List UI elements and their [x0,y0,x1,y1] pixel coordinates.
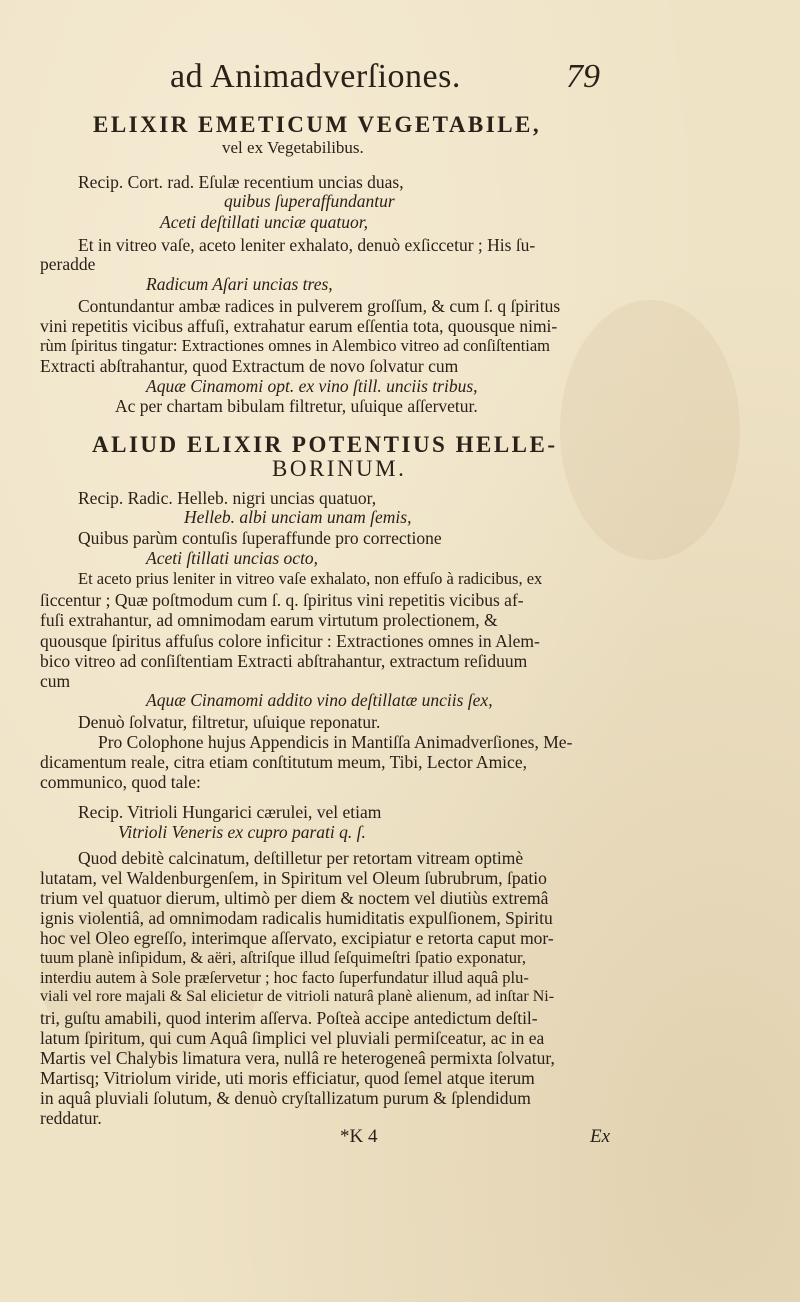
section-subheading: vel ex Vegetabilibus. [222,138,364,157]
text-line: latum ſpiritum, qui cum Aquâ ſimplici vel pluviali permiſceatur, ac in ea [40,1028,545,1048]
text-line: Contundantur ambæ radices in pulverem groſſum, & cum ſ. q ſpiritus [78,296,561,316]
text-line: Martis vel Chalybis limatura vera, nullâ re heterogeneâ permixta ſolvatur, [40,1048,555,1068]
section-heading: ELIXIR EMETICUM VEGETABILE, [93,112,542,137]
text-line: quousque ſpiritus affuſus colore inficitur : Extractiones omnes in Alem- [40,631,540,651]
text-line: rùm ſpiritus tingatur: Extractiones omnes in Alembico vitreo ad conſiſtentiam [40,336,551,355]
text-line: communico, quod tale: [40,772,201,792]
text-line: Denuò ſolvatur, filtretur, uſuique reponatur. [78,712,381,732]
text-line: Radicum Aſari uncias tres, [146,274,333,294]
text-line: Et in vitreo vaſe, aceto leniter exhalato, denuò exſiccetur ; His ſu- [78,235,536,255]
text-line: bico vitreo ad conſiſtentiam Extracti abſtrahantur, extractum reſiduum [40,651,528,671]
text-line: Pro Colophone hujus Appendicis in Mantiſſa Animadverſiones, Me- [98,732,573,752]
section-heading: ALIUD ELIXIR POTENTIUS HELLE- [92,432,558,457]
text-line: quibus ſuperaffundantur [224,191,395,211]
text-line: Recip. Cort. rad. Eſulæ recentium uncias duas, [78,172,404,192]
text-line: Aquæ Cinamomi addito vino deſtillatæ unciis ſex, [146,690,493,710]
text-line: peradde [40,254,96,274]
text-line: interdiu autem à Sole præſervetur ; hoc facto ſuperfundatur illud aquâ plu- [40,968,529,987]
text-line: tuum planè inſipidum, & aëri, aſtriſque illud ſeſquimeſtri ſpatio exponatur, [40,948,526,967]
text-line: Vitrioli Veneris ex cupro parati q. ſ. [118,822,366,842]
text-line: Helleb. albi unciam unam ſemis, [184,507,412,527]
running-title: ad Animadverſiones. [170,58,461,95]
signature-mark: *K 4 [340,1126,378,1147]
text-line: trium vel quatuor dierum, ultimò per diem & noctem vel diutiùs extremâ [40,888,549,908]
text-line: Extracti abſtrahantur, quod Extractum de novo ſolvatur cum [40,356,459,376]
page-number: 79 [566,58,600,95]
text-line: Martisq; Vitriolum viride, uti moris efficiatur, quod ſemel atque iterum [40,1068,535,1088]
text-line: Aceti ſtillati uncias octo, [146,548,319,568]
text-line: reddatur. [40,1108,102,1128]
text-line: Et aceto prius leniter in vitreo vaſe exhalato, non effuſo à radicibus, ex [78,569,543,588]
text-line: dicamentum reale, citra etiam conſtitutum meum, Tibi, Lector Amice, [40,752,527,772]
paper-stain [560,300,740,560]
text-line: Recip. Vitrioli Hungarici cærulei, vel etiam [78,802,382,822]
text-line: fuſi extrahantur, ad omnimodam earum virtutum prolectionem, & [40,610,498,630]
running-header [170,58,630,98]
text-line: hoc vel Oleo egreſſo, interimque aſſervato, excipiatur e retorta caput mor- [40,928,554,948]
text-line: Recip. Radic. Helleb. nigri uncias quatuor, [78,488,377,508]
text-line: Quibus parùm contuſis ſuperaffunde pro correctione [78,528,442,548]
text-line: viali vel rore majali & Sal elicietur de vitrioli naturâ planè alienum, ad inſtar Ni- [40,988,555,1005]
text-line: Quod debitè calcinatum, deſtilletur per retortam vitream optimè [78,848,524,868]
text-line: lutatam, vel Waldenburgenſem, in Spiritum vel Oleum ſubrubrum, ſpatio [40,868,547,888]
catchword: Ex [590,1126,611,1147]
text-line: ſiccentur ; Quæ poſtmodum cum ſ. q. ſpiritus vini repetitis vicibus af- [40,590,524,610]
text-line: vini repetitis vicibus affuſi, extrahatur earum eſſentia tota, quousque nimi- [40,316,558,336]
text-line: Ac per chartam bibulam filtretur, uſuique aſſervetur. [115,396,478,416]
text-line: cum [40,671,71,691]
text-line: Aquæ Cinamomi opt. ex vino ſtill. unciis tribus, [146,376,478,396]
text-line: tri, guſtu amabili, quod interim aſſerva. Poſteà accipe antedictum deſtil- [40,1008,538,1028]
text-line: ignis violentiâ, ad omnimodam radicalis humiditatis expulſionem, Spiritu [40,908,553,928]
text-line: in aquâ pluviali ſolutum, & denuò cryſtallizatum purum & ſplendidum [40,1088,531,1108]
section-heading: BORINUM. [272,456,407,481]
text-line: Aceti deſtillati unciæ quatuor, [160,212,369,232]
